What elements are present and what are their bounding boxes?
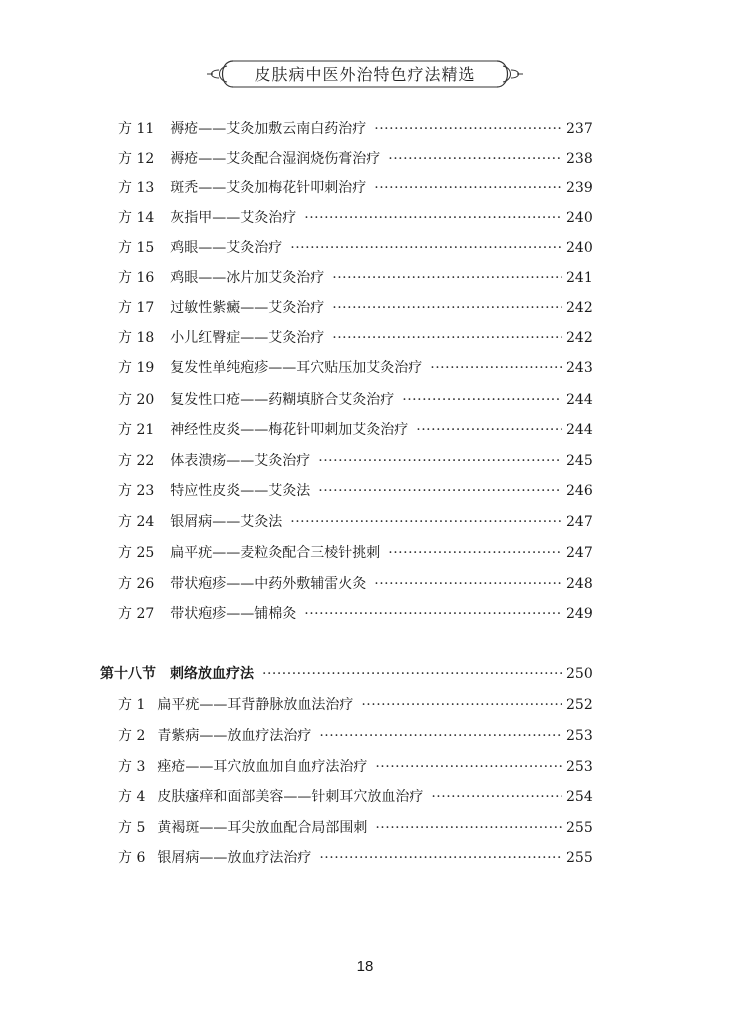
toc-entry[interactable] <box>118 604 592 624</box>
entry-page: 253 <box>566 759 593 775</box>
entry-page: 239 <box>566 180 593 196</box>
entry-number: 方 18 <box>118 330 155 346</box>
dot-leader <box>374 178 562 198</box>
entry-page: 255 <box>566 850 593 866</box>
entry-title: 扁平疣——麦粒灸配合三棱针挑刺 <box>170 545 381 561</box>
toc-entry[interactable] <box>118 119 592 139</box>
entry-number: 方 16 <box>118 270 155 286</box>
entry-title: 特应性皮炎——艾灸法 <box>170 483 311 499</box>
entry-number: 方 2 <box>118 728 146 744</box>
dot-leader <box>431 787 562 807</box>
dot-leader <box>262 664 562 684</box>
dot-leader <box>430 358 562 378</box>
dot-leader <box>375 818 562 838</box>
entry-title: 褥疮——艾灸配合湿润烧伤膏治疗 <box>170 151 381 167</box>
entry-title: 皮肤瘙痒和面部美容——针刺耳穴放血治疗 <box>157 789 424 805</box>
entry-number: 方 19 <box>118 360 155 376</box>
entry-page: 237 <box>566 121 593 137</box>
entry-title: 痤疮——耳穴放血加自血疗法治疗 <box>157 759 368 775</box>
header-title: 皮肤病中医外治特色疗法精选 <box>254 65 476 84</box>
entry-number: 方 23 <box>118 483 155 499</box>
entry-page: 255 <box>566 820 593 836</box>
entry-page: 238 <box>566 151 593 167</box>
entry-title: 斑秃——艾灸加梅花针叩刺治疗 <box>170 180 367 196</box>
entry-title: 青紫病——放血疗法治疗 <box>157 728 312 744</box>
dot-leader <box>402 390 562 410</box>
toc-entry[interactable] <box>118 390 592 410</box>
toc-entry[interactable] <box>118 328 592 348</box>
toc-entry[interactable] <box>118 695 592 715</box>
toc-entry[interactable] <box>118 298 592 318</box>
toc-entry[interactable] <box>118 481 592 501</box>
dot-leader <box>290 238 562 258</box>
entry-page: 242 <box>566 330 593 346</box>
page-number: 18 <box>356 958 374 975</box>
entry-number: 方 5 <box>118 820 146 836</box>
entry-title: 带状疱疹——中药外敷辅雷火灸 <box>170 576 367 592</box>
toc-entry[interactable] <box>118 574 592 594</box>
toc-entry[interactable] <box>118 451 592 471</box>
dot-leader <box>319 726 562 746</box>
entry-page: 240 <box>566 240 593 256</box>
entry-page: 254 <box>566 789 593 805</box>
entry-number: 方 15 <box>118 240 155 256</box>
toc-entry[interactable] <box>118 848 592 868</box>
entry-title: 扁平疣——耳背静脉放血法治疗 <box>157 697 354 713</box>
dot-leader <box>361 695 562 715</box>
entry-page: 244 <box>566 422 593 438</box>
entry-title: 灰指甲——艾灸治疗 <box>170 210 297 226</box>
entry-number: 方 12 <box>118 151 155 167</box>
toc-entry[interactable] <box>118 818 592 838</box>
entry-title: 银屑病——放血疗法治疗 <box>157 850 312 866</box>
toc-entry[interactable] <box>118 512 592 532</box>
entry-title: 体表溃疡——艾灸治疗 <box>170 453 311 469</box>
toc-entry[interactable] <box>118 543 592 563</box>
dot-leader <box>332 298 562 318</box>
entry-page: 248 <box>566 576 593 592</box>
entry-title: 复发性口疮——药糊填脐合艾灸治疗 <box>170 392 395 408</box>
toc-entry[interactable] <box>118 268 592 288</box>
entry-number: 方 24 <box>118 514 155 530</box>
section-page: 250 <box>566 666 593 682</box>
entry-number: 方 13 <box>118 180 155 196</box>
entry-title: 小儿红臀症——艾灸治疗 <box>170 330 325 346</box>
dot-leader <box>375 757 562 777</box>
toc-entry[interactable] <box>118 149 592 169</box>
entry-number: 方 4 <box>118 789 146 805</box>
dot-leader <box>304 604 562 624</box>
entry-title: 带状疱疹——铺棉灸 <box>170 606 297 622</box>
entry-page: 253 <box>566 728 593 744</box>
entry-title: 鸡眼——艾灸治疗 <box>170 240 283 256</box>
entry-page: 243 <box>566 360 593 376</box>
toc-entry[interactable] <box>118 726 592 746</box>
dot-leader <box>374 574 562 594</box>
entry-number: 方 20 <box>118 392 155 408</box>
toc-entry[interactable] <box>118 787 592 807</box>
dot-leader <box>318 451 562 471</box>
toc-entry[interactable] <box>118 238 592 258</box>
dot-leader <box>388 149 562 169</box>
entry-number: 方 26 <box>118 576 155 592</box>
entry-title: 黄褐斑——耳尖放血配合局部围刺 <box>157 820 368 836</box>
entry-title: 褥疮——艾灸加敷云南白药治疗 <box>170 121 367 137</box>
toc-entry[interactable] <box>118 208 592 228</box>
section-number: 第十八节 <box>100 666 156 682</box>
entry-number: 方 14 <box>118 210 155 226</box>
running-header <box>205 56 525 92</box>
toc-entry[interactable] <box>118 358 592 378</box>
entry-number: 方 22 <box>118 453 155 469</box>
dot-leader <box>319 848 562 868</box>
dot-leader <box>318 481 562 501</box>
toc-entry[interactable] <box>118 178 592 198</box>
entry-page: 249 <box>566 606 593 622</box>
entry-page: 246 <box>566 483 593 499</box>
dot-leader <box>304 208 562 228</box>
toc-section-heading[interactable] <box>100 664 592 684</box>
dot-leader <box>416 420 562 440</box>
dot-leader <box>290 512 562 532</box>
entry-page: 241 <box>566 270 593 286</box>
toc-entry[interactable] <box>118 420 592 440</box>
entry-page: 242 <box>566 300 593 316</box>
dot-leader <box>332 268 562 288</box>
entry-page: 240 <box>566 210 593 226</box>
section-title: 刺络放血疗法 <box>170 666 254 682</box>
entry-title: 复发性单纯疱疹——耳穴贴压加艾灸治疗 <box>170 360 423 376</box>
entry-page: 247 <box>566 514 593 530</box>
entry-title: 鸡眼——冰片加艾灸治疗 <box>170 270 325 286</box>
entry-number: 方 11 <box>118 121 155 137</box>
entry-page: 245 <box>566 453 593 469</box>
entry-title: 银屑病——艾灸法 <box>170 514 283 530</box>
dot-leader <box>388 543 562 563</box>
entry-number: 方 3 <box>118 759 146 775</box>
toc-entry[interactable] <box>118 757 592 777</box>
entry-number: 方 1 <box>118 697 146 713</box>
entry-page: 244 <box>566 392 593 408</box>
entry-page: 247 <box>566 545 593 561</box>
entry-number: 方 21 <box>118 422 155 438</box>
entry-number: 方 27 <box>118 606 155 622</box>
entry-number: 方 25 <box>118 545 155 561</box>
dot-leader <box>332 328 562 348</box>
entry-number: 方 17 <box>118 300 155 316</box>
entry-page: 252 <box>566 697 593 713</box>
entry-number: 方 6 <box>118 850 146 866</box>
entry-title: 神经性皮炎——梅花针叩刺加艾灸治疗 <box>170 422 409 438</box>
dot-leader <box>374 119 562 139</box>
entry-title: 过敏性紫癜——艾灸治疗 <box>170 300 325 316</box>
